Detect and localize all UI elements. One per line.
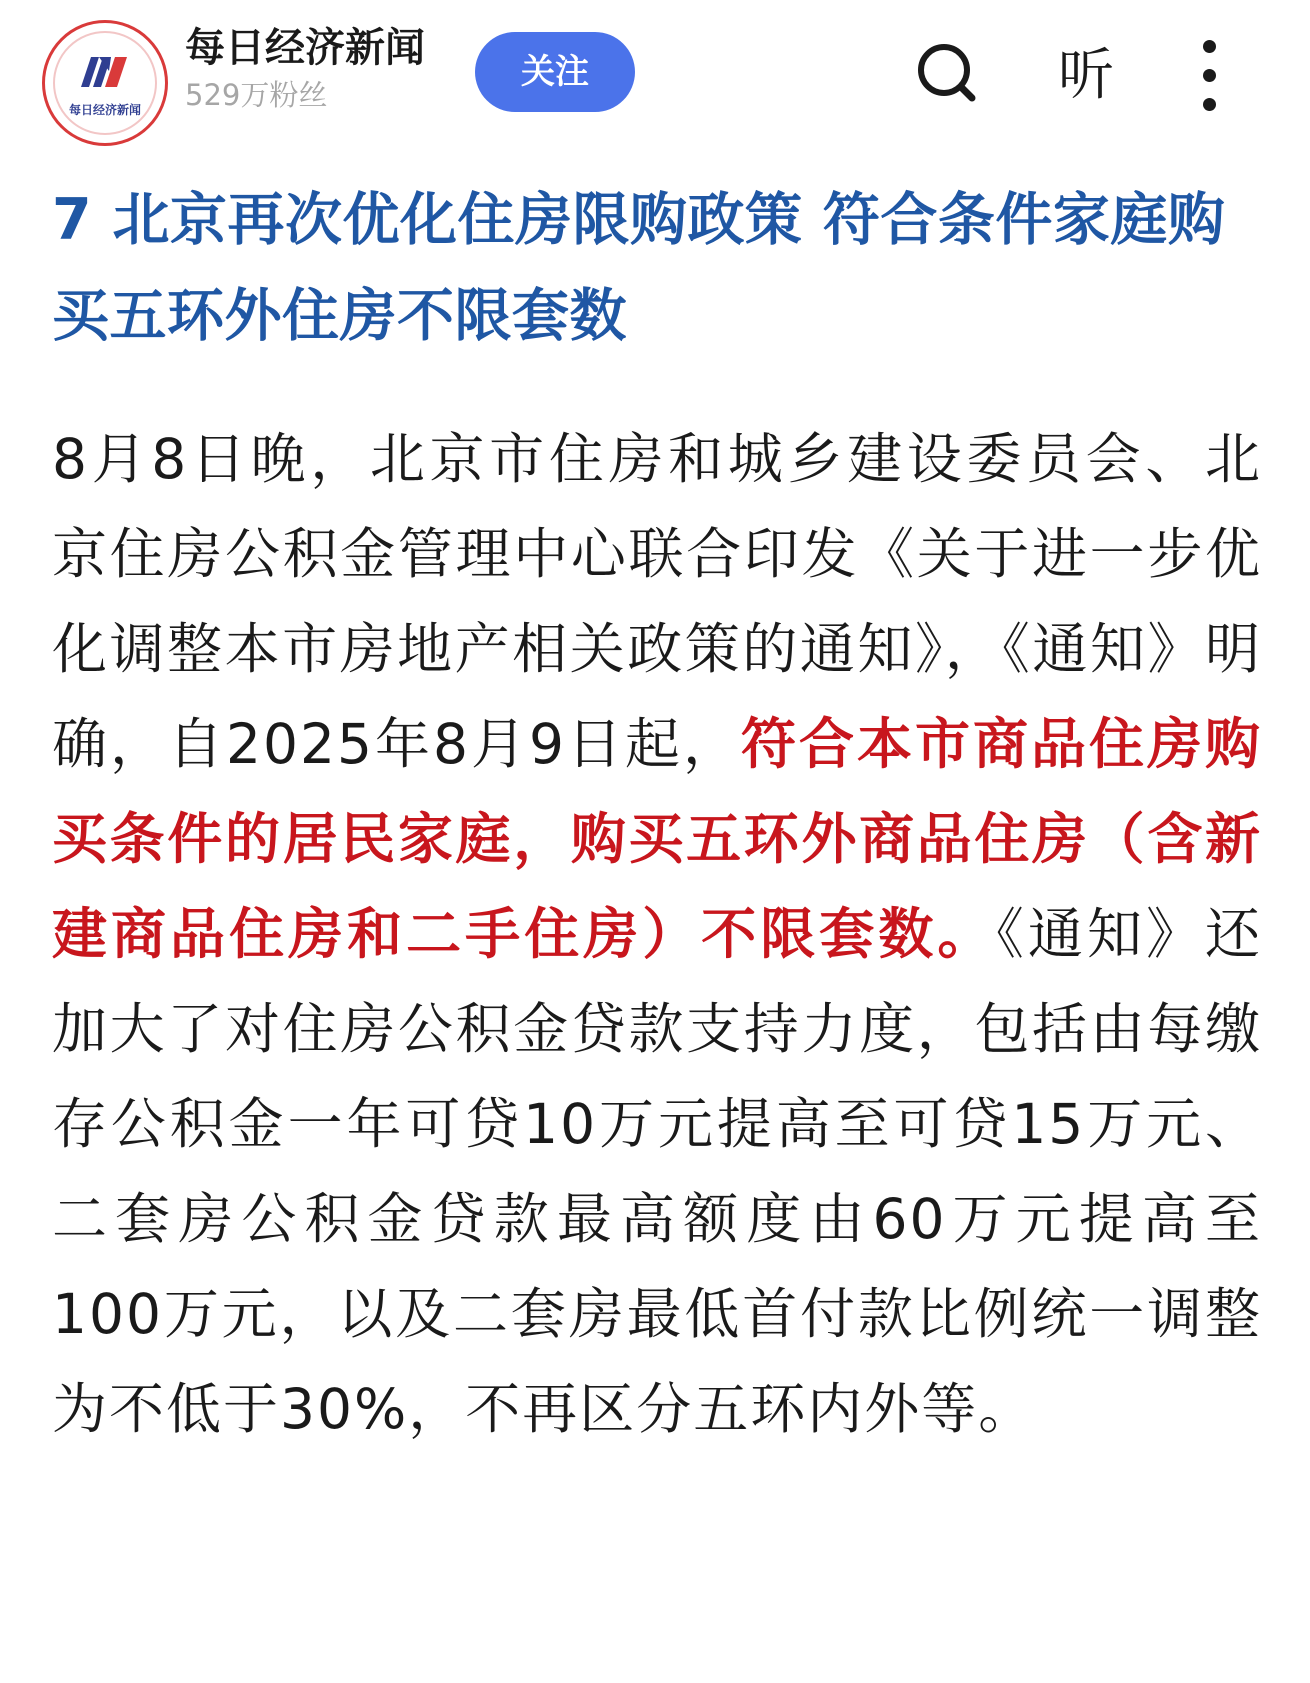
follow-button[interactable]: 关注 <box>475 32 635 112</box>
article-headline[interactable]: 7 北京再次优化住房限购政策 符合条件家庭购买五环外住房不限套数 <box>52 187 1226 349</box>
more-vertical-icon-dot <box>1203 69 1216 82</box>
account-name[interactable]: 每日经济新闻 <box>185 25 425 71</box>
more-vertical-icon-dot <box>1203 40 1216 53</box>
nbd-logo-icon <box>45 23 165 143</box>
article-text-intro: 8月8日晚，北京市住房和城乡建设委员会、北京住房公积金管理中心联合印发《关于进一步优化调整本市房地产相关政策的通知》，《通知》明确，自2025年8月9日起， <box>52 427 1262 776</box>
search-icon <box>912 38 982 108</box>
article-header <box>0 0 1310 160</box>
more-button[interactable] <box>1190 38 1230 114</box>
article-body <box>52 412 1262 1457</box>
more-vertical-icon-dot <box>1203 98 1216 111</box>
article-text-highlight: 符合本市商品住房购买条件的居民家庭，购买五环外商品住房（含新建商品住房和二手住房）不限套数。 <box>52 712 1262 966</box>
listen-button[interactable]: 听 <box>1058 43 1114 108</box>
fans-count: 529万粉丝 <box>185 78 328 112</box>
avatar-caption: 每日经济新闻 <box>68 103 141 117</box>
search-button[interactable] <box>912 38 982 108</box>
avatar[interactable] <box>42 20 168 146</box>
article-text-detail: 《通知》还加大了对住房公积金贷款支持力度，包括由每缴存公积金一年可贷10万元提高至可贷15万元、二套房公积金贷款最高额度由60万元提高至100万元，以及二套房最低首付款比例统一调整为不低于30%，不再区分五环内外等。 <box>52 902 1262 1441</box>
